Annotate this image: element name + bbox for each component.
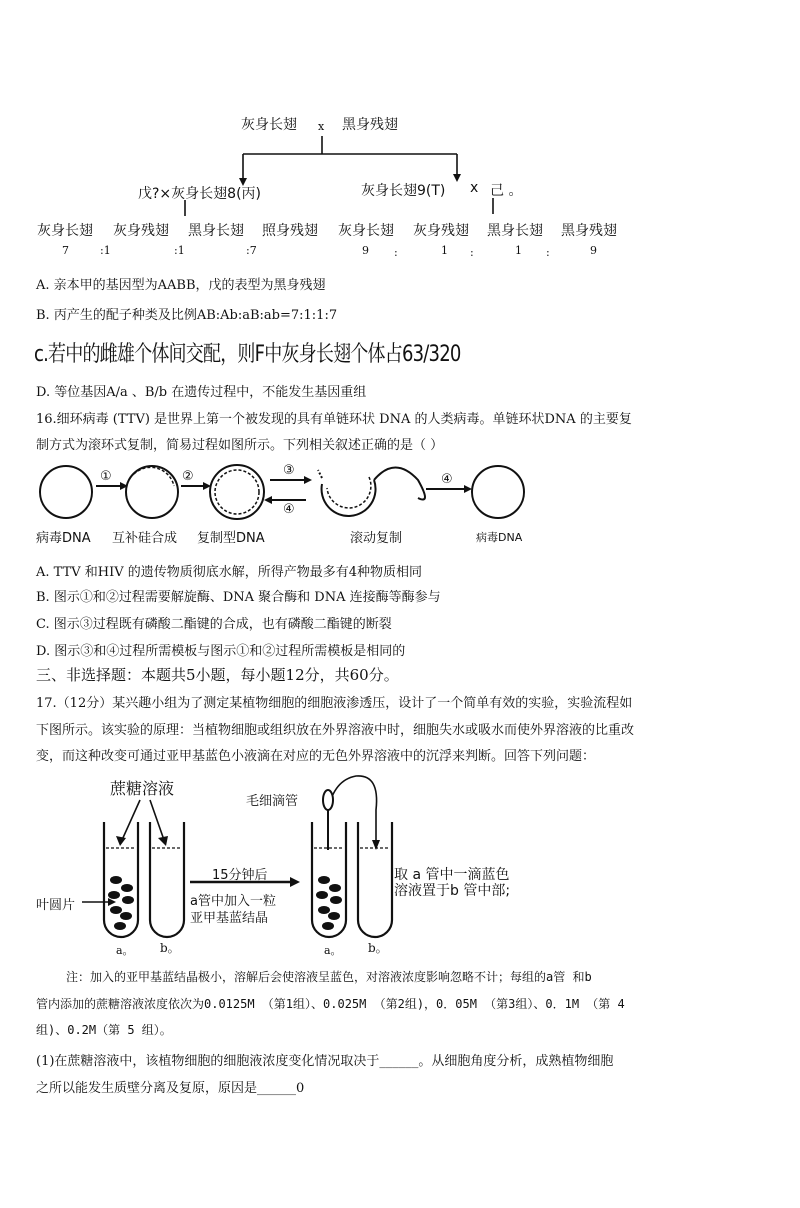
- label-rolling-replication: 滚动复制: [350, 531, 403, 546]
- cross-mark: x: [318, 120, 325, 133]
- q17-line1: 17.（12分）某兴趣小组为了测定某植物细胞的细胞液渗透压，设计了一个简单有效的实验，实验流程如: [36, 696, 633, 711]
- ratio-9: 1: [515, 244, 522, 257]
- label-tube-a-right: a。: [324, 944, 342, 957]
- f1-right-mate: 己 。: [490, 183, 523, 199]
- q16-option-d: D. 图示③和④过程所需模板与图示①和②过程所需模板是相同的: [36, 644, 406, 659]
- parent-right: 黑身残翅: [342, 117, 398, 133]
- label-tube-b: b。: [160, 941, 180, 955]
- ratio-3: :1: [174, 244, 185, 257]
- step-2: ②: [182, 469, 194, 484]
- q17-sub1-line2: 之所以能发生质壁分离及复原，原因是______0: [36, 1081, 305, 1096]
- q16-stem-line2: 制方式为滚环式复制，简易过程如图所示。下列相关叙述正确的是（ ）: [36, 438, 444, 453]
- q17-line2: 下图所示。该实验的原理：当植物细胞或组织放在外界溶液中时，细胞失水或吸水而使外界溶液的比重改: [36, 723, 635, 738]
- step-4: ④: [441, 472, 453, 487]
- label-take-drop-1: 取 a 管中一滴蓝色: [394, 867, 510, 883]
- label-sucrose-solution: 蔗糖溶液: [110, 779, 175, 798]
- offspring-2: 灰身残翅: [113, 223, 169, 239]
- ratio-10: :: [546, 246, 550, 259]
- q17-note-line3: 组)、0.2M（第 5 组）。: [36, 1023, 172, 1037]
- f1-right: 灰身长翅9(T): [361, 183, 446, 199]
- ratio-6: :: [394, 246, 398, 259]
- q17-note-line2: 管内添加的蔗糖溶液浓度依次为0.0125M （第1组）、0.025M （第2组)，0．05M （第3组）、0．1M （第 4: [36, 997, 625, 1011]
- label-virus-dna: 病毒DNA: [36, 531, 91, 546]
- ratio-4: :7: [246, 244, 257, 257]
- step-3: ③: [283, 463, 295, 478]
- ratio-5: 9: [362, 244, 369, 257]
- section-3-heading: 三、非选择题：本题共5小题，每小题12分，共60分。: [36, 666, 399, 684]
- offspring-6: 灰身残翅: [413, 223, 469, 239]
- f1-left: 戊?×灰身长翅8(丙): [138, 186, 261, 202]
- ratio-11: 9: [590, 244, 597, 257]
- step-1: ①: [100, 469, 112, 484]
- q16-option-a: A. TTV 和HIV 的遗传物质彻底水解，所得产物最多有4种物质相同: [36, 565, 423, 580]
- label-leaf-disc: 叶圆片: [36, 898, 76, 913]
- parent-left: 灰身长翅: [241, 117, 297, 133]
- step-4-reverse: ④: [283, 502, 295, 517]
- q15-option-d: D. 等位基因A/a 、B/b 在遗传过程中，不能发生基因重组: [36, 385, 367, 400]
- ratio-1: 7: [62, 244, 69, 257]
- q15-option-b: B. 丙产生的配子种类及比例AB:Ab:aB:ab=7:1:1:7: [36, 308, 338, 323]
- ratio-7: 1: [441, 244, 448, 257]
- label-complementary-synthesis: 互补硅合成: [112, 531, 178, 546]
- q16-option-c: C. 图示③过程既有磷酸二酯键的合成，也有磷酸二酯键的断裂: [36, 617, 392, 632]
- f1-right-x: x: [470, 180, 479, 196]
- label-replicative-dna: 复制型DNA: [197, 531, 265, 546]
- q16-option-b: B. 图示①和②过程需要解旋酶、DNA 聚合酶和 DNA 连接酶等酶参与: [36, 590, 441, 605]
- offspring-8: 黑身残翅: [561, 223, 617, 239]
- label-add-crystal-1: a管中加入一粒: [190, 894, 276, 909]
- label-15-minutes: 15分钟后: [212, 868, 268, 883]
- label-tube-b-right: b。: [368, 941, 388, 955]
- label-tube-a: a。: [116, 944, 134, 957]
- offspring-1: 灰身长翅: [37, 223, 93, 239]
- q15-option-c: c.若中的雌雄个体间交配，则F中灰身长翅个体占63/320: [34, 342, 461, 367]
- label-virus-dna-end: 病毒DNA: [476, 531, 523, 544]
- label-capillary-dropper: 毛细滴管: [246, 794, 299, 809]
- offspring-4: 照身残翅: [262, 223, 318, 239]
- offspring-3: 黑身长翅: [188, 223, 244, 239]
- q17-line3: 变，而这种改变可通过亚甲基蓝色小液滴在对应的无色外界溶液中的沉浮来判断。回答下列问题：: [36, 749, 596, 764]
- q17-note-line1: 注：加入的亚甲基蓝结晶极小，溶解后会使溶液呈蓝色，对溶液浓度影响忽略不计；每组的a管 和b: [66, 970, 592, 984]
- q16-stem-line1: 16.细环病毒 (TTV) 是世界上第一个被发现的具有单链环状 DNA 的人类病毒。单链环状DNA 的主要复: [36, 412, 632, 427]
- q15-option-a: A. 亲本甲的基因型为AABB，戊的表型为黑身残翅: [36, 278, 326, 293]
- label-take-drop-2: 溶液置于b 管中部;: [394, 883, 511, 899]
- q17-sub1-line1: (1)在蔗糖溶液中，该植物细胞的细胞液浓度变化情况取决于______。从细胞角度分析，成熟植物细胞: [36, 1054, 614, 1069]
- label-add-crystal-2: 亚甲基蓝结晶: [190, 911, 269, 926]
- ratio-8: :: [470, 246, 474, 259]
- ratio-2: :1: [100, 244, 111, 257]
- offspring-7: 黑身长翅: [487, 223, 543, 239]
- offspring-5: 灰身长翅: [338, 223, 394, 239]
